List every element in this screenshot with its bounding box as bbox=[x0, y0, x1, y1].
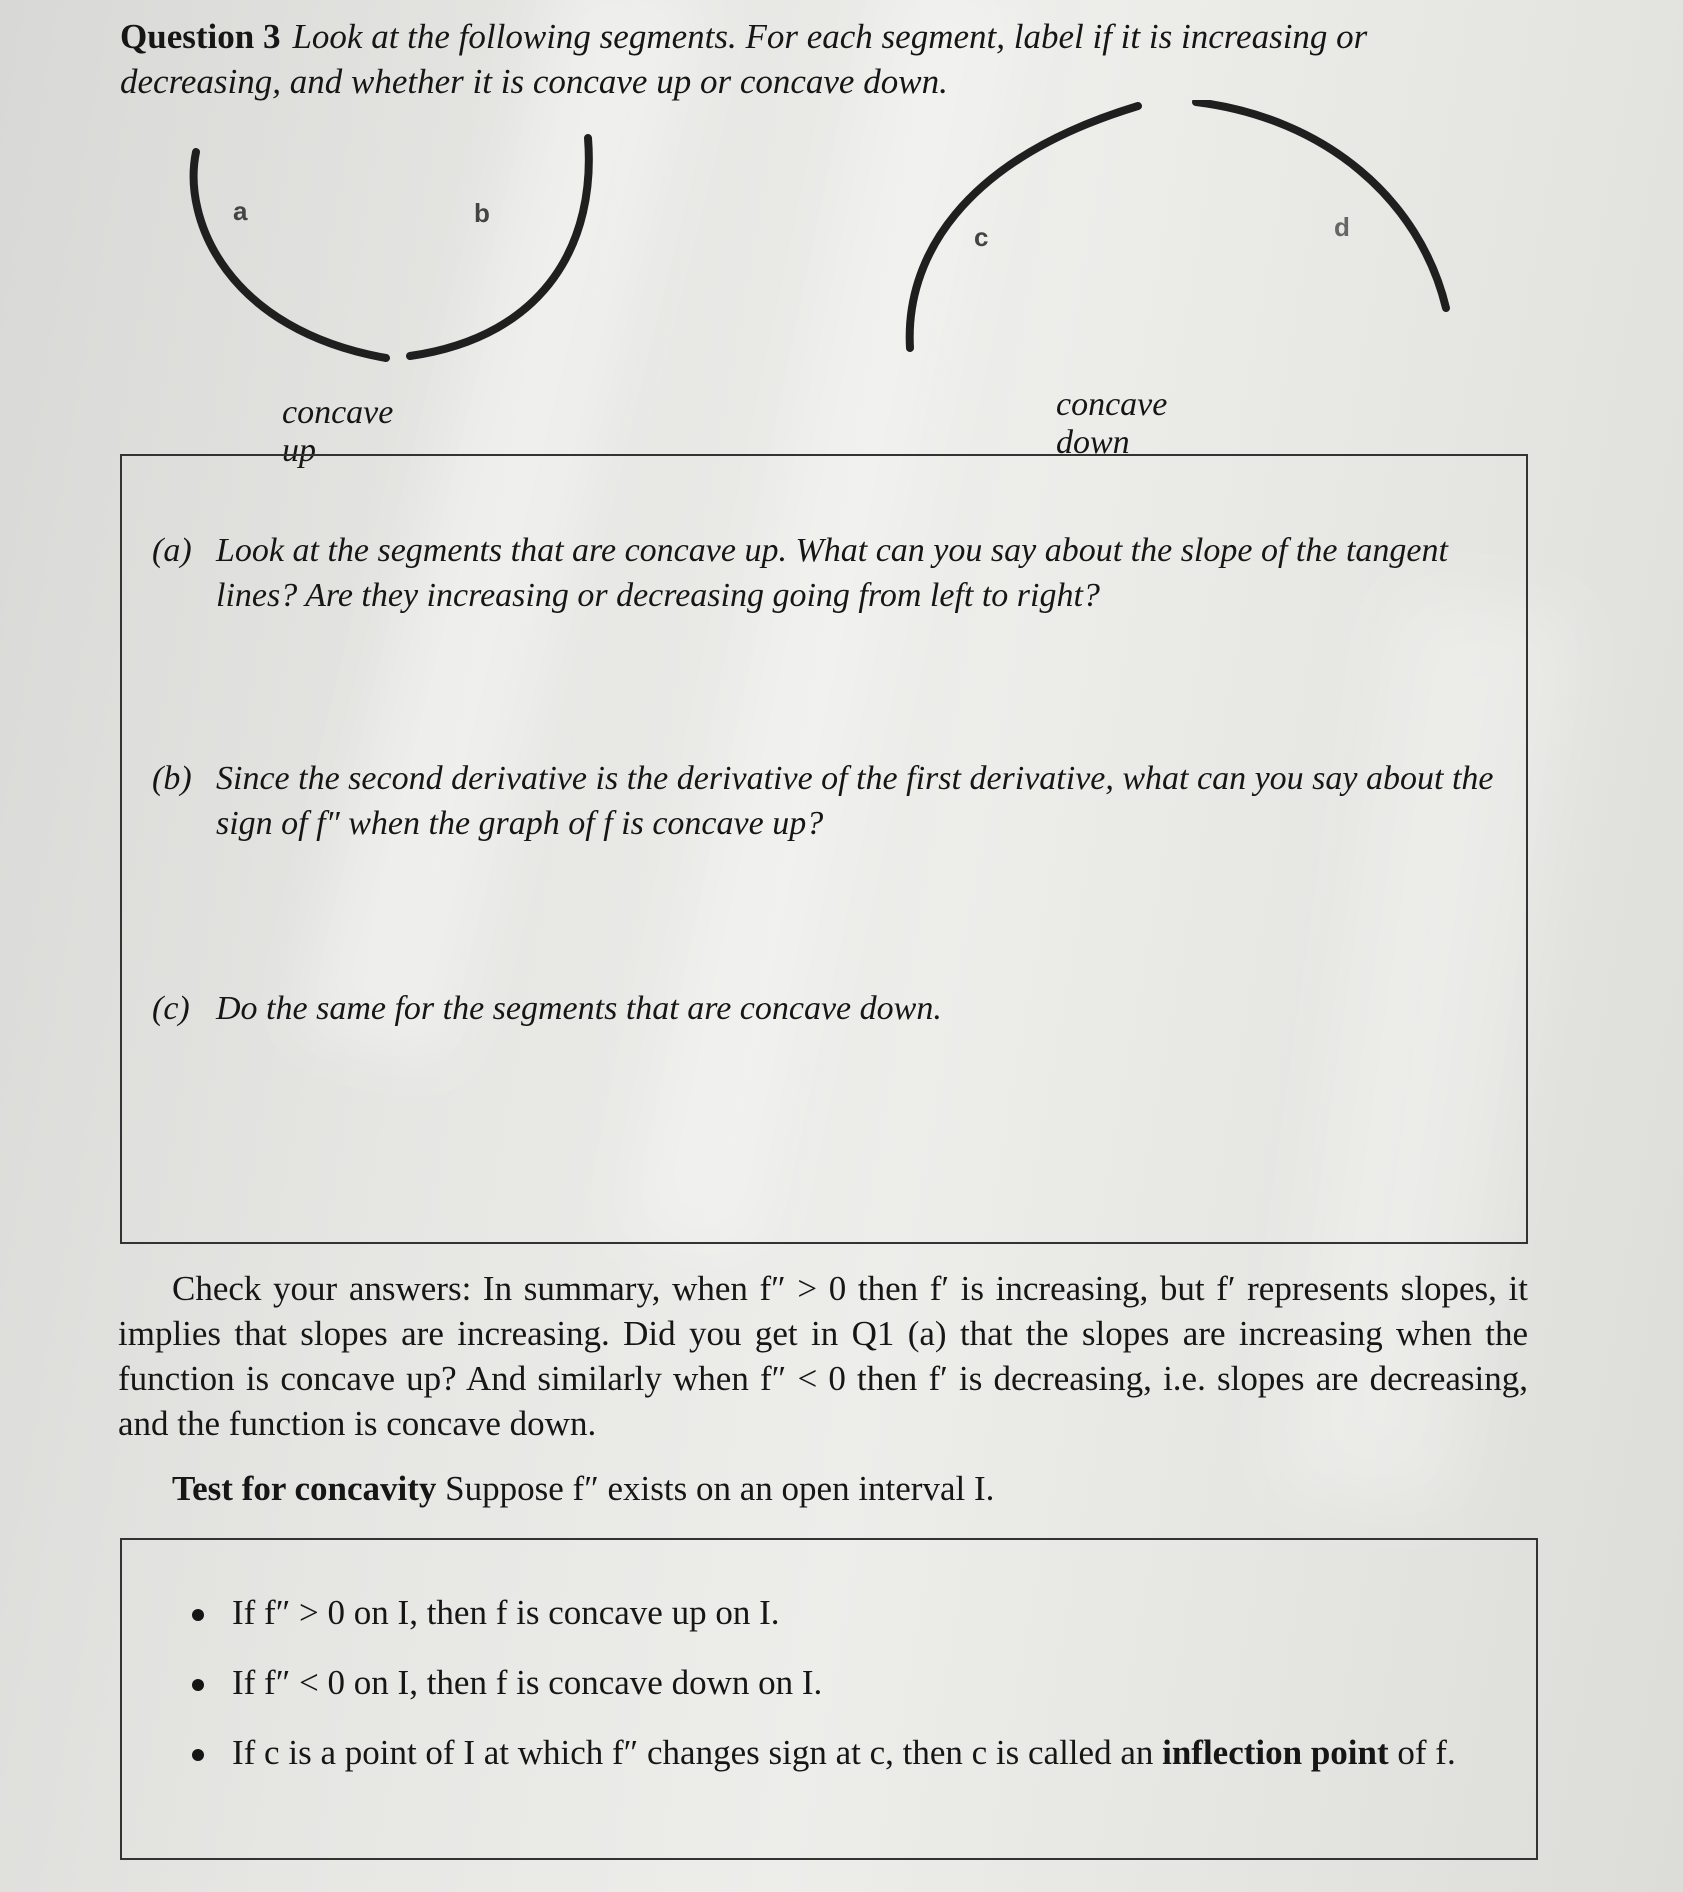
rule-text: If f″ < 0 on I, then f is concave down on I. bbox=[232, 1663, 823, 1702]
segment-d-label: d bbox=[1334, 212, 1350, 242]
bullet-icon bbox=[192, 1609, 204, 1621]
concavity-rules-list bbox=[192, 1590, 1516, 1800]
concavity-test-statement bbox=[172, 1466, 1472, 1511]
part-b bbox=[152, 756, 1506, 846]
bullet-icon bbox=[192, 1679, 204, 1691]
segment-d-curve bbox=[1196, 102, 1446, 308]
part-a-text: Look at the segments that are concave up. What can you say about the slope of the tangent lines? Are they increasing or decreasing going from left to right? bbox=[216, 532, 1448, 614]
part-a bbox=[152, 528, 1506, 618]
summary-text: Check your answers: In summary, when f″ > 0 then f′ is increasing, but f′ represents slopes, it implies that slopes are increasing. Did you get in Q1 (a) that the slopes are increasing when the function is concave up? And similarly when f″ < 0 then f′ is decreasing, i.e. slopes are decreasing, and the function is concave down. bbox=[118, 1269, 1528, 1443]
list-item bbox=[192, 1590, 1516, 1635]
rule-text-end: of f. bbox=[1388, 1733, 1456, 1772]
concavity-test-heading: Test for concavity bbox=[172, 1469, 437, 1508]
rule-text: If c is a point of I at which f″ changes sign at c, then c is called an bbox=[232, 1733, 1163, 1772]
question-number: Question 3 bbox=[120, 17, 281, 56]
part-a-label: (a) bbox=[152, 532, 192, 569]
segment-c-label: c bbox=[974, 222, 989, 252]
list-item bbox=[192, 1660, 1516, 1705]
part-b-text: Since the second derivative is the derivative of the first derivative, what can you say about the sign of f″ when the graph of f is concave up? bbox=[216, 760, 1494, 842]
part-c-label: (c) bbox=[152, 990, 190, 1027]
segment-c-curve bbox=[910, 106, 1138, 348]
segment-a-label: a bbox=[233, 196, 248, 226]
concavity-test-text: Suppose f″ exists on an open interval I. bbox=[445, 1469, 995, 1508]
rule-text: If f″ > 0 on I, then f is concave up on I. bbox=[232, 1593, 780, 1632]
concavity-test-box bbox=[120, 1538, 1538, 1860]
inflection-point-term: inflection point bbox=[1162, 1733, 1389, 1772]
question-heading bbox=[120, 14, 1520, 104]
concave-up-caption: concave up bbox=[282, 394, 394, 469]
segment-b-label: b bbox=[474, 198, 490, 228]
bullet-icon bbox=[192, 1749, 204, 1761]
part-b-label: (b) bbox=[152, 760, 192, 797]
part-c-text: Do the same for the segments that are concave down. bbox=[216, 990, 942, 1027]
summary-paragraph bbox=[118, 1266, 1528, 1446]
concave-down-curves bbox=[0, 100, 1683, 440]
question-prompt: Look at the following segments. For each segment, label if it is increasing or decreasing, and whether it is concave up or concave down. bbox=[120, 17, 1368, 101]
part-c bbox=[152, 986, 1506, 1031]
parts-answer-box bbox=[120, 454, 1528, 1244]
concave-down-caption: concave down bbox=[1056, 386, 1168, 461]
list-item bbox=[192, 1730, 1516, 1775]
